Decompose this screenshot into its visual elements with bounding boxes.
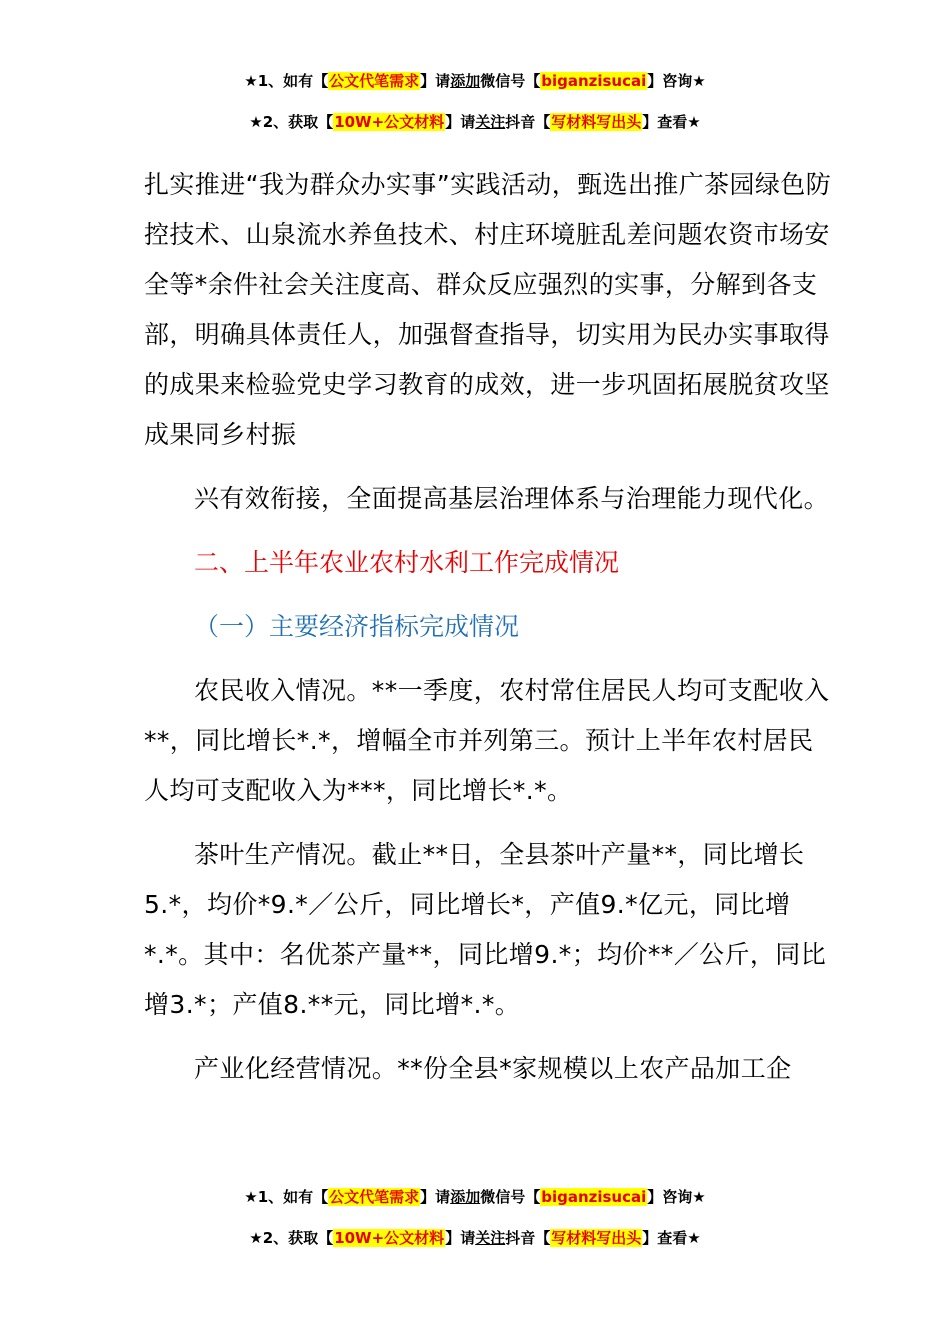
promo-underlined: 添加: [450, 72, 481, 90]
paragraph-rural-revitalization: 兴有效衔接，全面提高基层治理体系与治理能力现代化。: [194, 484, 830, 513]
promo-suffix: 】查看★: [642, 113, 701, 131]
promo-text: 】请: [420, 72, 451, 90]
top-promo-line-1: [0, 70, 950, 92]
bottom-promo-line-1: [0, 1186, 950, 1208]
paragraph-industrial-operation: 产业化经营情况。**份全县*家规模以上农产品加工企: [194, 1054, 792, 1083]
promo-text: 】请: [445, 113, 476, 131]
promo-highlight: biganzisucai: [541, 1188, 647, 1206]
promo-underlined: 添加: [450, 1188, 481, 1206]
promo-highlight: 10W+公文材料: [334, 1229, 445, 1247]
promo-suffix: 】咨询★: [647, 1188, 706, 1206]
promo-text: 】请: [420, 1188, 451, 1206]
promo-text: 抖音【: [505, 1229, 551, 1247]
promo-highlight: 写材料写出头: [551, 113, 642, 131]
promo-text: 微信号【: [480, 72, 541, 90]
promo-highlight: 10W+公文材料: [334, 113, 445, 131]
promo-highlight: 公文代笔需求: [329, 1188, 420, 1206]
promo-underlined: 关注: [475, 113, 506, 131]
promo-highlight: 公文代笔需求: [329, 72, 420, 90]
promo-prefix: ★2、获取【: [249, 1229, 334, 1247]
promo-text: 微信号【: [480, 1188, 541, 1206]
paragraph-farmer-income: 农民收入情况。**一季度，农村常住居民人均可支配收入**，同比增长*.*，增幅全市并列第三。预计上半年农村居民人均可支配收入为***，同比增长*.*。: [144, 676, 830, 805]
promo-text: 】请: [445, 1229, 476, 1247]
promo-highlight: biganzisucai: [541, 72, 647, 90]
top-promo-line-2: [0, 111, 950, 133]
promo-prefix: ★1、如有【: [244, 1188, 329, 1206]
paragraph-tea-production: 茶叶生产情况。截止**日，全县茶叶产量**，同比增长5.*，均价*9.*／公斤，同比增长*，产值9.*亿元，同比增*.*。其中：名优茶产量**，同比增9.*；均价**／公斤，同比增3.*；产值8.**元，同比增*.*。: [144, 840, 827, 1019]
paragraph-practice-activity: 扎实推进“我为群众办实事”实践活动，甄选出推广茶园绿色防控技术、山泉流水养鱼技术、村庄环境脏乱差问题农资市场安全等*余件社会关注度高、群众反应强烈的实事，分解到各支部，明确具体责任人，加强督查指导，切实用为民办实事取得的成果来检验党史学习教育的成效，进一步巩固拓展脱贫攻坚成果同乡村振: [144, 170, 832, 449]
promo-highlight: 写材料写出头: [551, 1229, 642, 1247]
promo-text: 抖音【: [505, 113, 551, 131]
promo-suffix: 】咨询★: [647, 72, 706, 90]
section-heading: 二、上半年农业农村水利工作完成情况: [194, 548, 620, 577]
promo-prefix: ★2、获取【: [249, 113, 334, 131]
subsection-heading: （一）主要经济指标完成情况: [194, 612, 520, 641]
bottom-promo-line-2: [0, 1227, 950, 1249]
promo-prefix: ★1、如有【: [244, 72, 329, 90]
document-body: [144, 160, 834, 1094]
promo-suffix: 】查看★: [642, 1229, 701, 1247]
promo-underlined: 关注: [475, 1229, 506, 1247]
